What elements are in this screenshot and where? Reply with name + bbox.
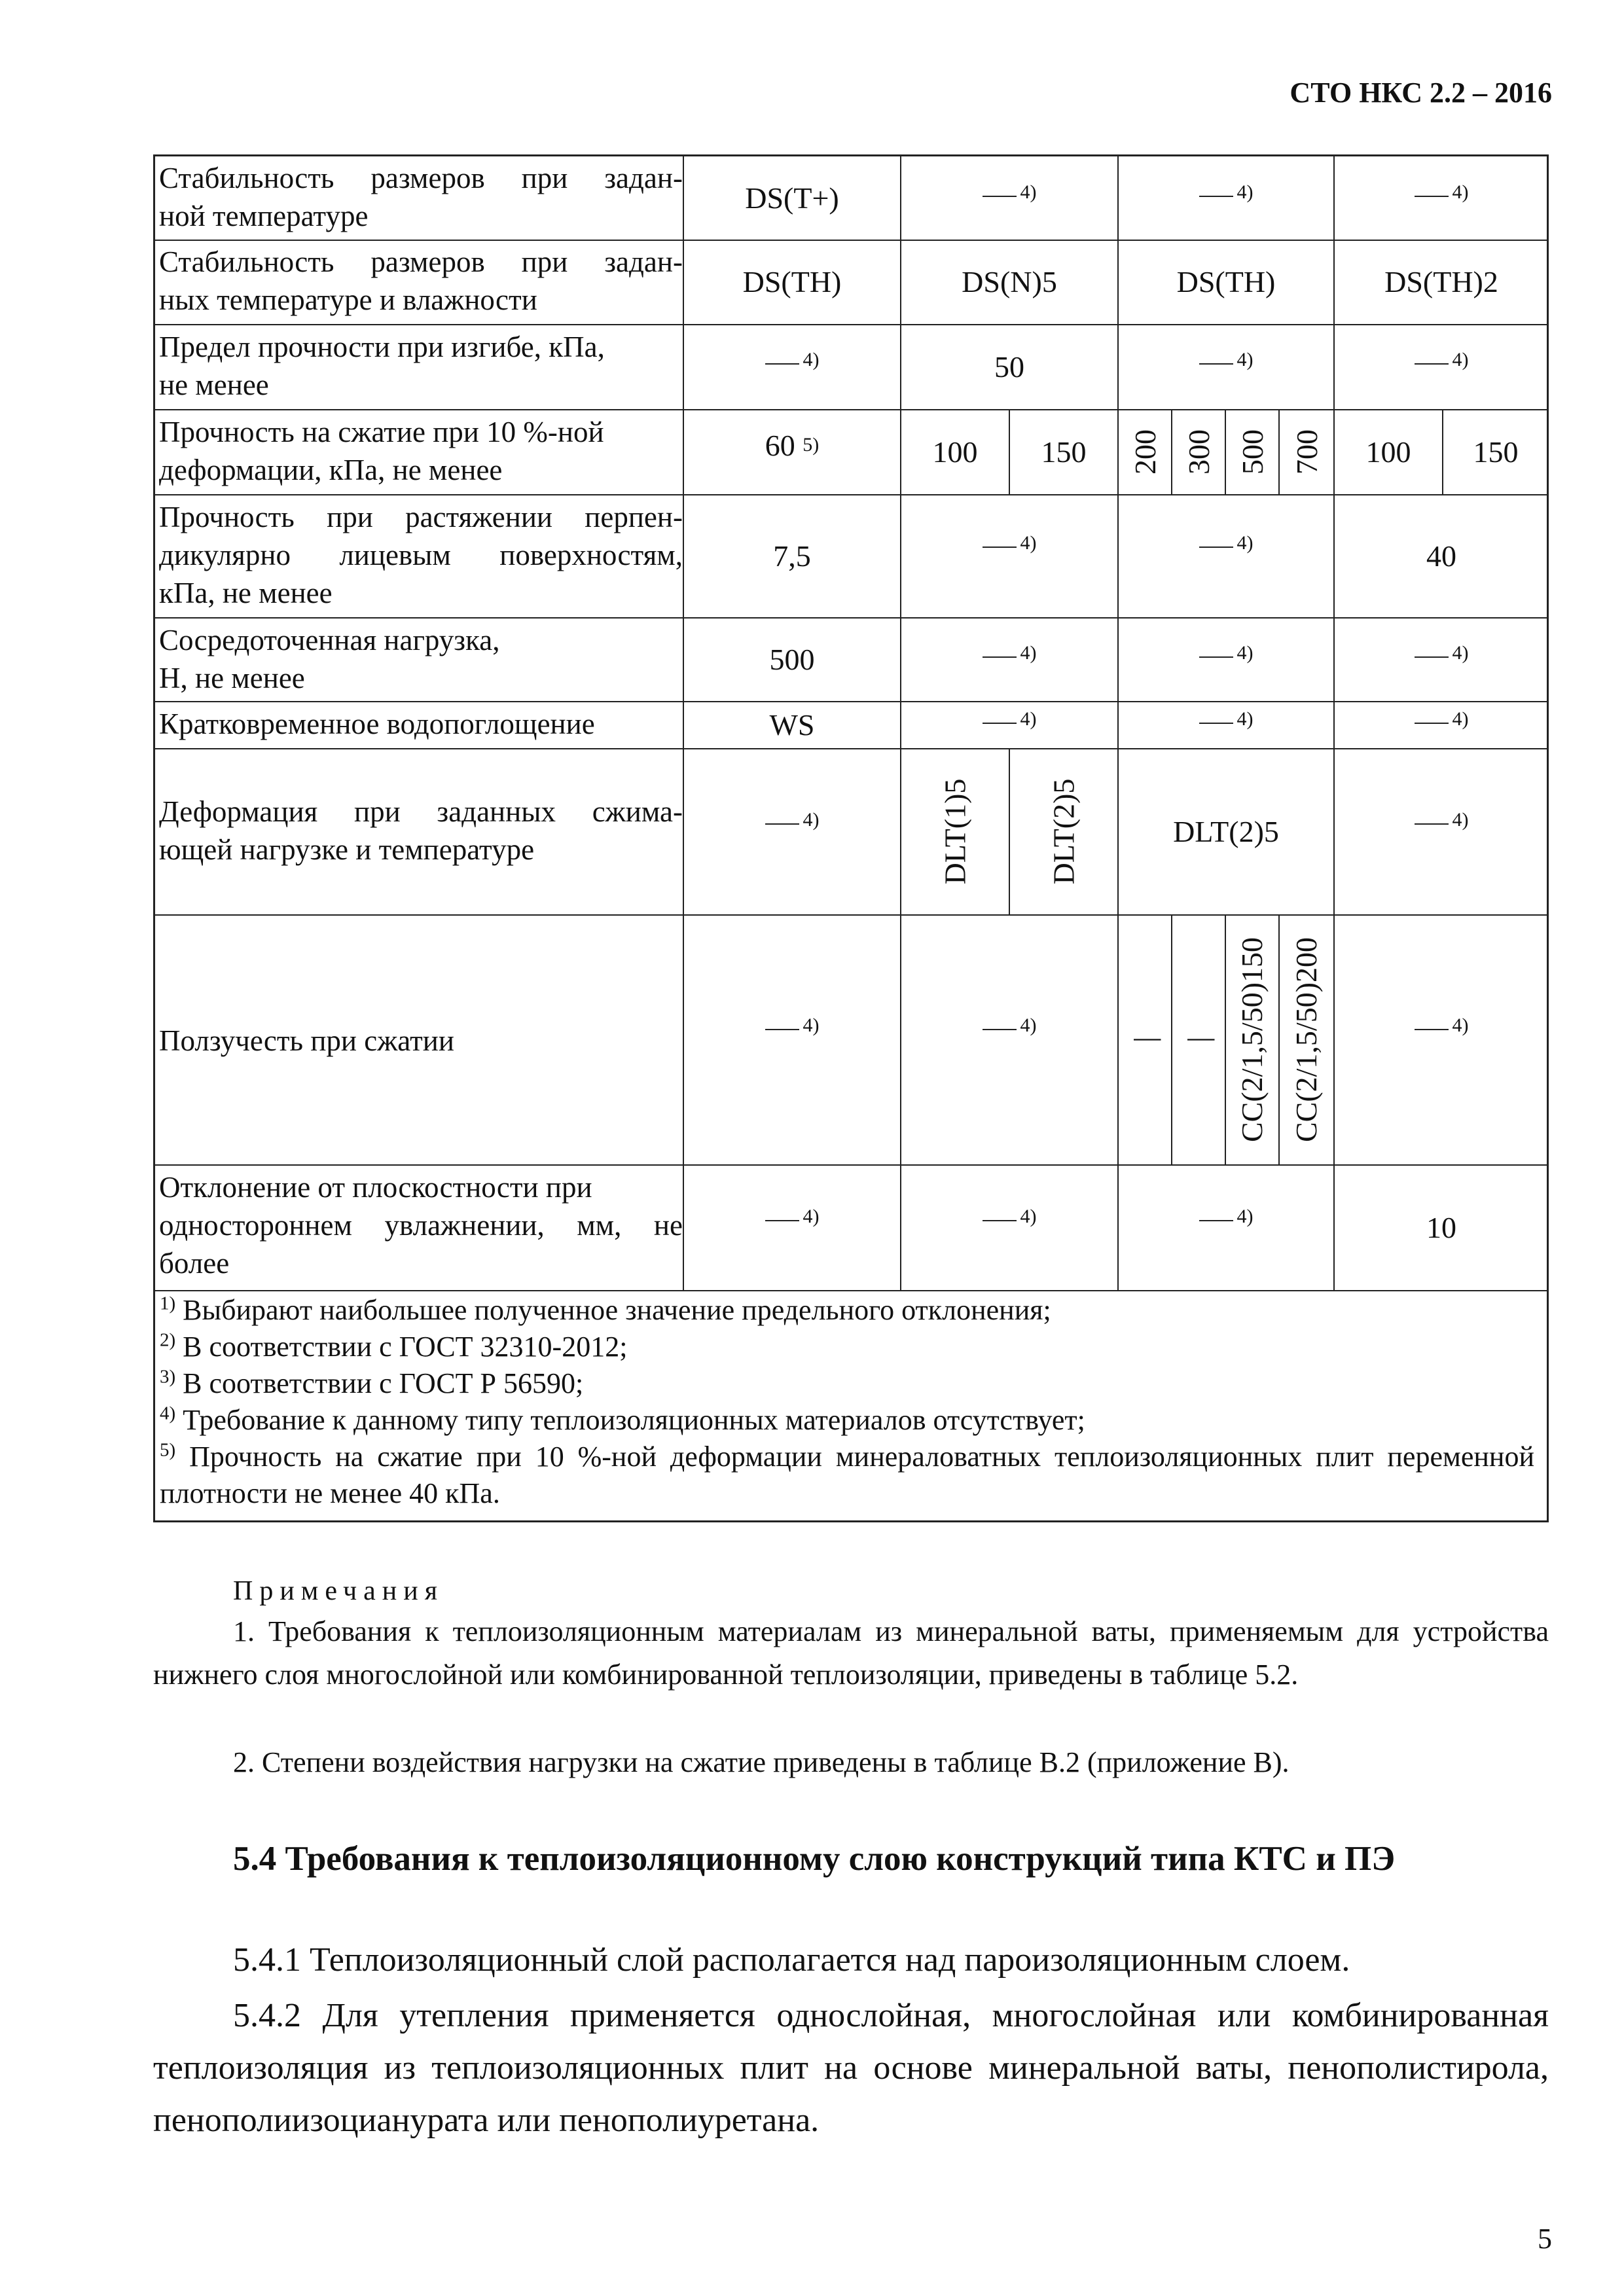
row-label-point-load: Сосредоточенная нагрузка, Н, не менее (159, 624, 500, 694)
table-footnotes (160, 1292, 1534, 1512)
cell-not-required: 4) (1335, 324, 1548, 396)
cell-not-required: 4) (901, 156, 1117, 228)
cell-not-required: 4) (901, 494, 1117, 592)
cell: 500 (769, 642, 815, 676)
cell-not-required: 4) (1335, 748, 1548, 892)
cell-rotated: CC(2/1,5/50)200 (1290, 937, 1324, 1142)
cell-not-required: 4) (1335, 701, 1548, 738)
cell-not-required: 4) (684, 748, 900, 892)
cell-rotated: 200 (1128, 429, 1162, 475)
cell-not-required: 4) (1119, 617, 1333, 689)
cell: 40 (1426, 539, 1456, 573)
cell-not-required: 4) (901, 701, 1117, 738)
cell-not-required: 4) (901, 617, 1117, 689)
cell-rotated: | (1182, 1036, 1216, 1043)
row-label-water-absorption: Кратковременное водопоглощение (159, 708, 595, 740)
paragraph: 5.4.2 Для утепления применяется однослойная, многослойная или комбинированная теплоизоляция из теплоизоляционных плит на основе минеральной ваты, пенополистирола, пенополиизоцианурата или пенополиуретана. (153, 1997, 1549, 2139)
cell-not-required: 4) (1335, 914, 1548, 1137)
cell-not-required: 4) (1119, 156, 1333, 228)
paragraph: 5.4.1 Теплоизоляционный слой располагается над пароизоляционным слоем. (233, 1941, 1350, 1979)
row-label-bending-strength: Предел прочности при изгибе, кПа, не менее (159, 331, 605, 401)
cell: DS(N)5 (962, 265, 1057, 298)
cell: 100 (932, 435, 978, 469)
cell-rotated: DLT(1)5 (938, 778, 972, 884)
cell: 60 5) (765, 428, 820, 462)
cell-rotated: 300 (1182, 429, 1216, 475)
cell-not-required: 4) (1119, 494, 1333, 592)
cell: 150 (1041, 435, 1087, 469)
cell: DS(TH)2 (1384, 265, 1498, 298)
row-label-creep: Ползучесть при сжатии (159, 1024, 454, 1057)
cell: DS(T+) (745, 181, 839, 215)
cell: DLT(2)5 (1173, 814, 1279, 848)
footnote: $^{2)}$ В соответствии с ГОСТ 32310-2012; (160, 1329, 628, 1363)
cell: 10 (1426, 1210, 1456, 1244)
row-label-deformation-load-temp: Деформация при заданных сжима- ющей нагрузке и температуре (159, 795, 683, 866)
cell-not-required: 4) (684, 1164, 900, 1269)
notes-title: Примечания (233, 1576, 444, 1606)
row-label-tensile-strength: Прочность при растяжении перпен- дикулярно лицевым поверхностям, кПа, не менее (159, 501, 683, 609)
cell-not-required: 4) (901, 914, 1117, 1137)
cell-rotated: DLT(2)5 (1047, 778, 1081, 884)
cell-not-required: 4) (901, 1164, 1117, 1269)
cell-not-required: 4) (1119, 1164, 1333, 1269)
cell-not-required: 4) (1335, 156, 1548, 228)
footnote: $^{4)}$ Требование к данному типу теплоизоляционных материалов отсутствует; (160, 1403, 1085, 1436)
cell-rotated: | (1128, 1036, 1162, 1043)
document-code-header: СТО НКС 2.2 – 2016 (1290, 77, 1552, 109)
cell: WS (769, 708, 815, 742)
cell-not-required: 4) (1119, 701, 1333, 738)
note-item: 1. Требования к теплоизоляционным материалам из минеральной ваты, применяемым для устройства нижнего слоя многослойной или комбинированной теплоизоляции, приведены в таблице 5.2. (153, 1615, 1549, 1691)
cell-not-required: 4) (1119, 324, 1333, 396)
cell-not-required: 4) (684, 324, 900, 396)
row-label-compressive-strength: Прочность на сжатие при 10 %-ной деформации, кПа, не менее (159, 416, 604, 486)
row-label-flatness-deviation: Отклонение от плоскостности при одностороннем увлажнении, мм, не более (159, 1171, 683, 1280)
cell: DS(TH) (742, 265, 842, 298)
cell: 150 (1473, 435, 1519, 469)
row-label-dimensional-stability-temp: Стабильность размеров при задан- ной температуре (159, 162, 683, 232)
row-label-dimensional-stability-temp-humidity: Стабильность размеров при задан- ных температуре и влажности (159, 245, 683, 316)
cell-rotated: 500 (1235, 429, 1269, 475)
cell: 100 (1365, 435, 1411, 469)
cell: 7,5 (773, 539, 811, 573)
cell: DS(TH) (1176, 265, 1276, 298)
note-item: 2. Степени воздействия нагрузки на сжатие приведены в таблице В.2 (приложение В). (233, 1746, 1290, 1778)
cell-not-required: 4) (1335, 617, 1548, 689)
page-number: 5 (1538, 2223, 1552, 2255)
section-heading: 5.4 Требования к теплоизоляционному слою конструкций типа КТС и ПЭ (233, 1840, 1396, 1878)
footnote: $^{1)}$ Выбирают наибольшее полученное значение предельного отклонения; (160, 1293, 1051, 1326)
cell-rotated: CC(2/1,5/50)150 (1235, 937, 1269, 1142)
footnote: $^{5)}$ Прочность на сжатие при 10 %-ной деформации минераловатных теплоизоляционных плит переменной плотности не менее 40 кПа. (160, 1439, 1534, 1509)
cell-not-required: 4) (684, 914, 900, 1137)
footnote: $^{3)}$ В соответствии с ГОСТ Р 56590; (160, 1366, 584, 1399)
cell-rotated: 700 (1290, 429, 1324, 475)
cell: 50 (994, 350, 1024, 384)
